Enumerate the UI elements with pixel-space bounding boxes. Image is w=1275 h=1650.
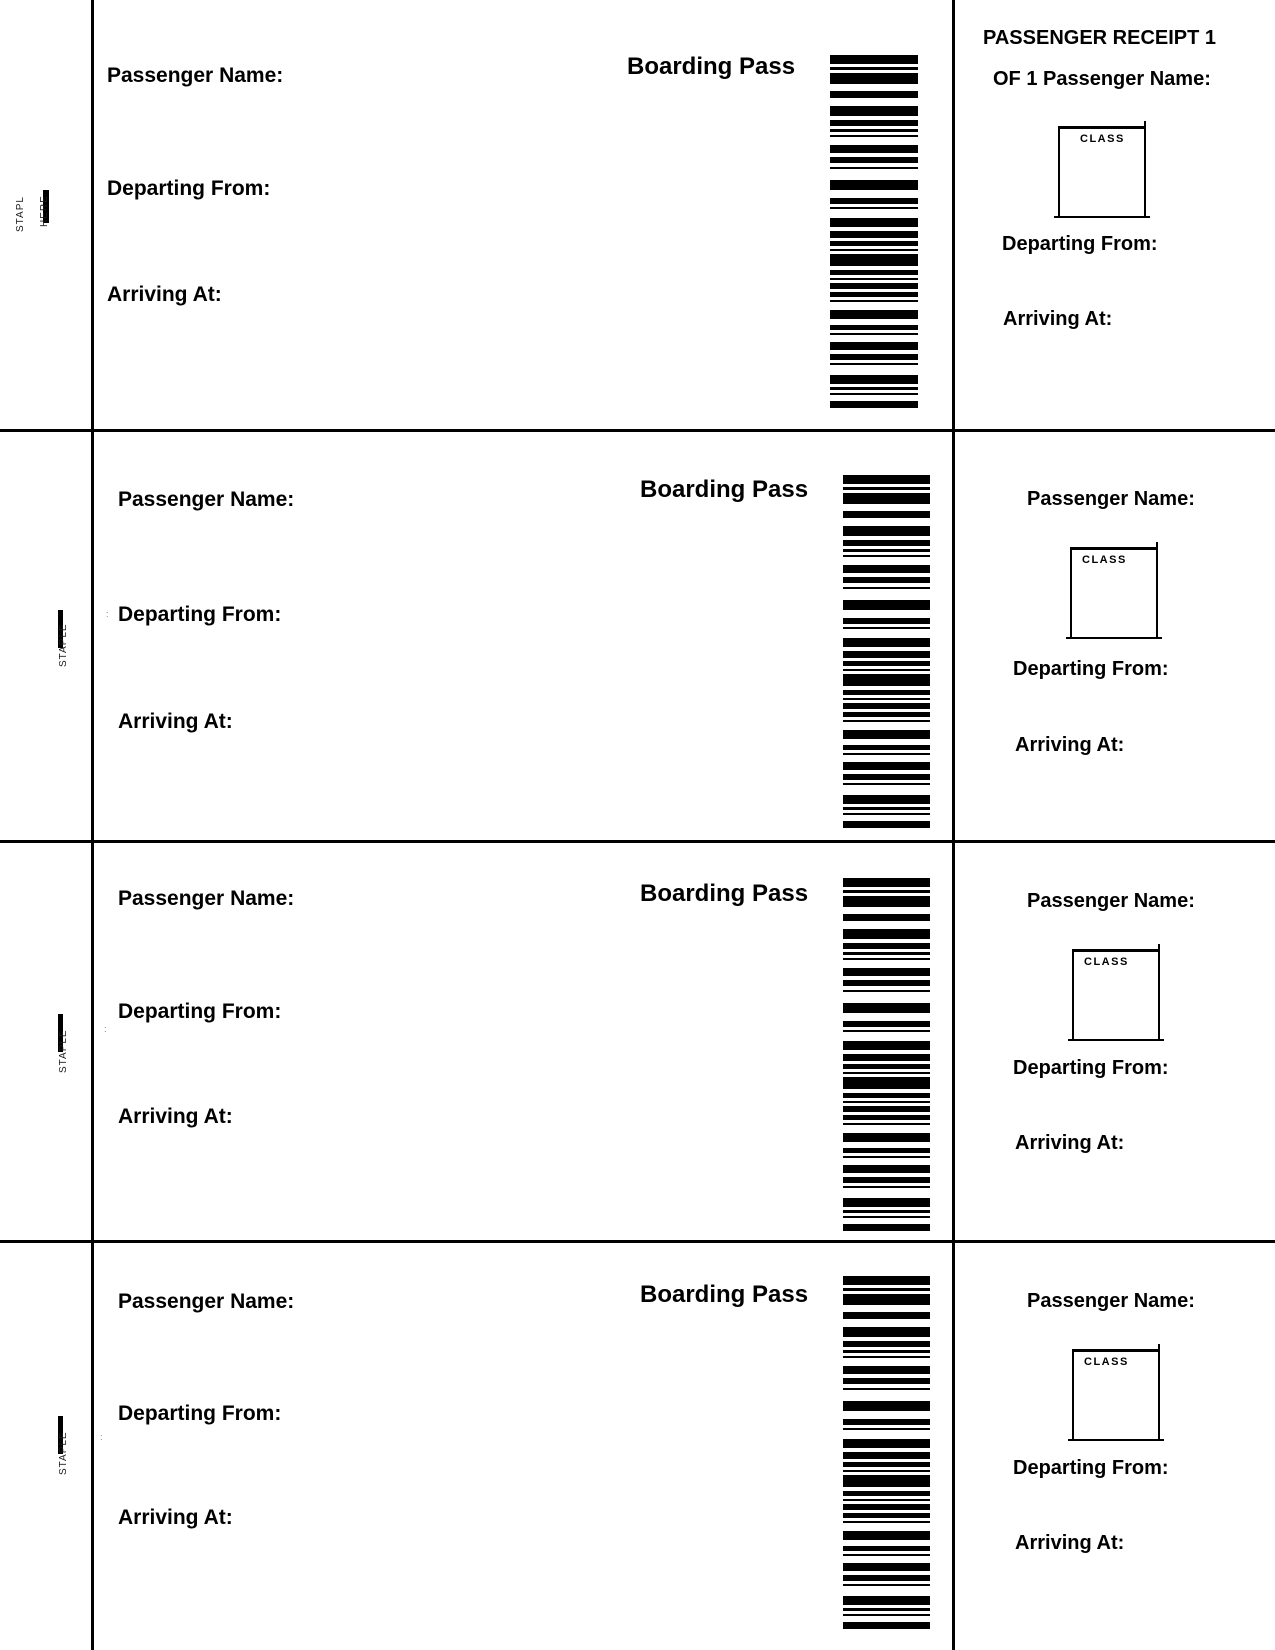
arriving-at-label: Arriving At: xyxy=(1015,734,1125,756)
barcode xyxy=(843,475,930,828)
arriving-at-label: Arriving At: xyxy=(118,710,233,733)
departing-from-label: Departing From: xyxy=(1013,658,1169,680)
stray-colon-mark: : xyxy=(100,1432,103,1442)
arriving-at-label: Arriving At: xyxy=(107,283,222,306)
barcode xyxy=(843,1276,930,1629)
arriving-at-label: Arriving At: xyxy=(1003,308,1113,330)
staple-label: STAPLE xyxy=(58,1029,69,1073)
staple-here-label: HERE xyxy=(39,195,50,227)
departing-from-label: Departing From: xyxy=(107,177,271,200)
arriving-at-label: Arriving At: xyxy=(118,1506,233,1529)
staple-label: STAPLE xyxy=(58,623,69,667)
passenger-name-label: Passenger Name: xyxy=(118,488,295,511)
boarding-pass-title: Boarding Pass xyxy=(627,53,796,80)
barcode xyxy=(843,878,930,1231)
boarding-pass-title: Boarding Pass xyxy=(640,476,809,503)
departing-from-label: Departing From: xyxy=(118,1000,282,1023)
boarding-pass-section xyxy=(0,843,1275,1240)
passenger-name-label: Passenger Name: xyxy=(118,1290,295,1313)
boarding-pass-title: Boarding Pass xyxy=(640,1281,809,1308)
passenger-name-label: Passenger Name: xyxy=(1027,488,1195,510)
boarding-pass-title: Boarding Pass xyxy=(640,880,809,907)
stray-colon-mark: : xyxy=(106,609,109,619)
arriving-at-label: Arriving At: xyxy=(1015,1532,1125,1554)
passenger-name-label: Passenger Name: xyxy=(1027,890,1195,912)
departing-from-label: Departing From: xyxy=(1002,233,1158,255)
barcode xyxy=(830,55,918,408)
class-box-label: CLASS xyxy=(1082,554,1127,566)
class-box-label: CLASS xyxy=(1080,133,1125,145)
staple-here-label: STAPL xyxy=(15,196,26,232)
arriving-at-label: Arriving At: xyxy=(1015,1132,1125,1154)
departing-from-label: Departing From: xyxy=(118,603,282,626)
departing-from-label: Departing From: xyxy=(118,1402,282,1425)
class-box-label: CLASS xyxy=(1084,956,1129,968)
passenger-name-label: Passenger Name: xyxy=(118,887,295,910)
receipt-header-line2: OF 1 Passenger Name: xyxy=(993,68,1211,90)
passenger-name-label: Passenger Name: xyxy=(1027,1290,1195,1312)
departing-from-label: Departing From: xyxy=(1013,1057,1169,1079)
departing-from-label: Departing From: xyxy=(1013,1457,1169,1479)
arriving-at-label: Arriving At: xyxy=(118,1105,233,1128)
stray-colon-mark: : xyxy=(104,1024,107,1034)
boarding-pass-section xyxy=(0,0,1275,429)
staple-label: STAPLE xyxy=(58,1431,69,1475)
class-box-label: CLASS xyxy=(1084,1356,1129,1368)
passenger-name-label: Passenger Name: xyxy=(107,64,284,87)
receipt-header-line1: PASSENGER RECEIPT 1 xyxy=(983,27,1217,49)
boarding-pass-section xyxy=(0,432,1275,840)
boarding-pass-section xyxy=(0,1243,1275,1650)
